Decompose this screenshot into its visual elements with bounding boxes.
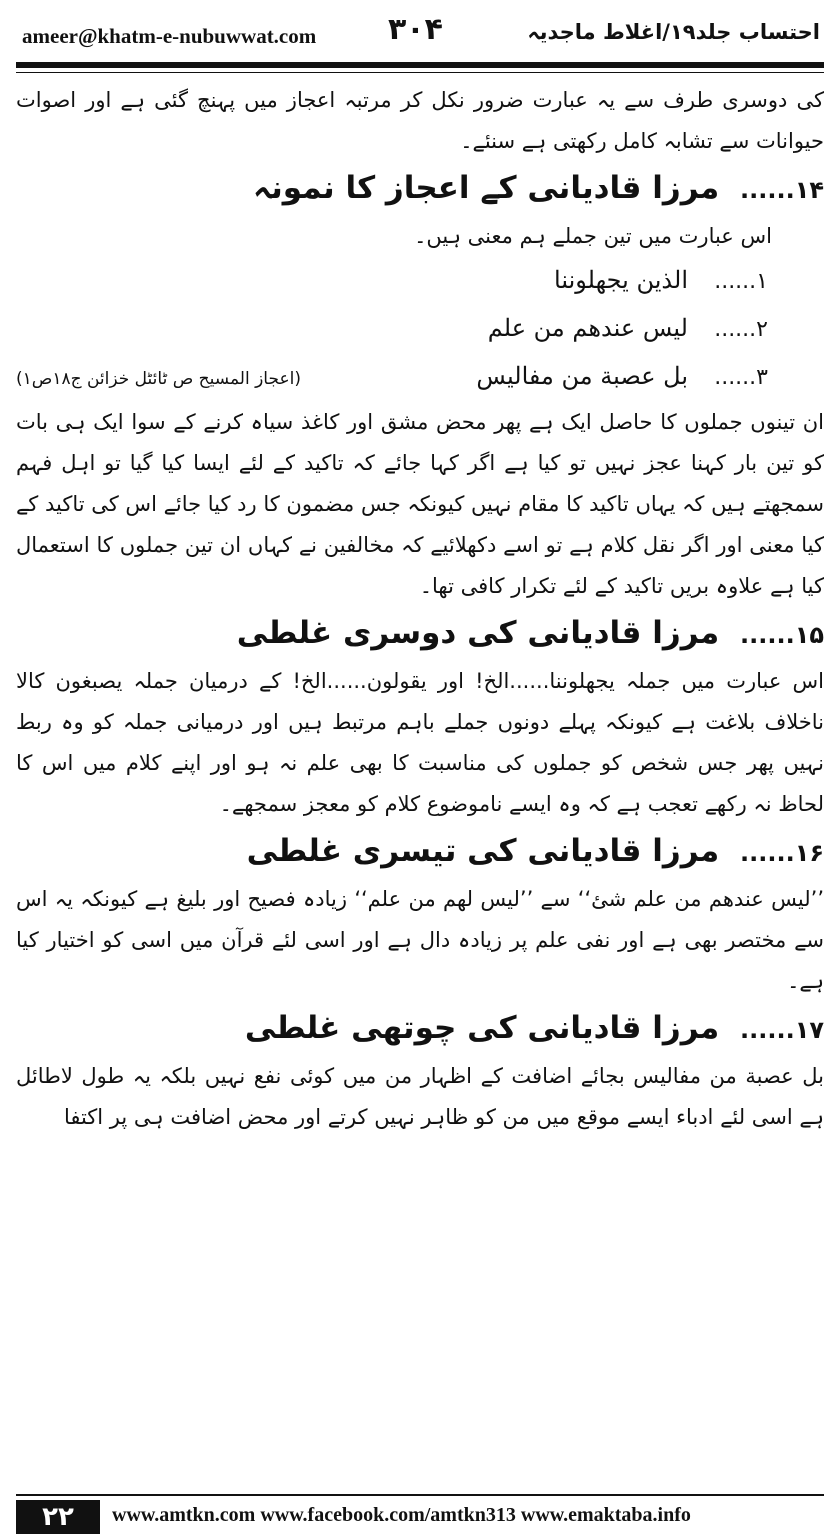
list-item-text: بل عصبة من مفالیس <box>476 362 688 390</box>
section-15-body: اس عبارت میں جملہ یجهلوننا......الخ! اور یقولون......الخ! کے درمیان جملہ یصبغون کالا ناخلاف بلاغت ہے کیونکہ پہلے دونوں جملے باہم مرتبط ہیں اور درمیانی جملہ کو وہ ربط نہیں پھر جس شخص کو جملوں کی مناسبت کا بھی علم نہ ہو اور اپنے کلام میں اس کا لحاظ نہ رکھے تعجب ہے کہ وہ ایسے ناموضوع کلام کو معجز سمجھے۔ <box>16 669 824 816</box>
list-item <box>16 257 824 305</box>
list-item-text: لیس عندهم من علم <box>487 314 688 342</box>
section-17-body: بل عصبة من مفالیس بجائے اضافت کے اظہار من میں کوئی نفع نہیں بلکہ یہ طول لاطائل ہے اسی لئے ادباء ایسے موقع میں من کو ظاہر نہیں کرتے اور محض اضافت ہی پر اکتفا <box>16 1064 824 1129</box>
section-17-number: ۱۷...... <box>740 1016 824 1044</box>
section-16-heading <box>16 825 824 879</box>
intro-paragraph: کی دوسری طرف سے یہ عبارت ضرور نکل کر مرتبہ اعجاز میں پہنچ گئی ہے اور اصوات حیوانات سے تشابہ کامل رکھتی ہے سنئے۔ <box>16 88 824 153</box>
section-16-title: مرزا قادیانی کی تیسری غلطی <box>246 833 720 869</box>
section-14-number: ۱۴...... <box>740 176 824 204</box>
section-15-heading <box>16 607 824 661</box>
section-16-body: ’’لیس عندهم من علم شئ‘‘ سے ’’لیس لهم من علم‘‘ زیادہ فصیح اور بلیغ ہے کیونکہ یہ اس سے مختصر بھی ہے اور نفی علم پر زیادہ دال ہے اور اسی لئے قرآن میں اسی کو اختیار کیا ہے۔ <box>16 887 824 993</box>
header-email: ameer@khatm-e-nubuwwat.com <box>22 24 317 48</box>
list-item-number: ۲...... <box>714 317 768 342</box>
section-15-number: ۱۵...... <box>740 621 824 649</box>
footer-website-links[interactable]: www.amtkn.com www.facebook.com/amtkn313 www.emaktaba.info <box>112 1504 691 1526</box>
page-body <box>16 80 824 1138</box>
header-book-title: احتساب جلد۱۹/اغلاط ماجدیہ <box>527 20 820 44</box>
list-item-text: الذین یجهلوننا <box>554 266 688 294</box>
footer-rule <box>16 1494 824 1496</box>
page-header <box>16 10 824 58</box>
section-14-lead: اس عبارت میں تین جملے ہم معنی ہیں۔ <box>414 224 772 248</box>
section-14-body: ان تینوں جملوں کا حاصل ایک ہے پھر محض مشق اور کاغذ سیاہ کرنے کے سوا ایک ہی بات کو تین بار کہنا عجز نہیں تو کیا ہے اگر کہا جائے کہ تاکید کے لئے ایسا کیا گیا تو اہل فہم سمجھتے ہیں کہ یہاں تاکید کا مقام نہیں کیونکہ جس مضمون کا رد کیا جائے اس کی تاکید کے کیا معنی اور اگر نقل کلام ہے تو اسے دکھلائیے کہ مخالفین نے کہاں ان تین جملوں کا استعمال کیا ہے علاوہ بریں تاکید کے لئے تکرار کافی تھا۔ <box>16 410 824 598</box>
header-thick-rule <box>16 62 824 68</box>
section-14-heading <box>16 162 824 216</box>
list-item-number: ۳...... <box>714 365 768 390</box>
header-page-number: ۳۰۴ <box>388 12 443 47</box>
section-14-title: مرزا قادیانی کے اعجاز کا نمونہ <box>253 170 720 206</box>
section-16-number: ۱۶...... <box>740 839 824 867</box>
section-17-title: مرزا قادیانی کی چوتھی غلطی <box>244 1010 720 1046</box>
footer-page-badge: ۲۲ <box>16 1500 100 1534</box>
section-15-title: مرزا قادیانی کی دوسری غلطی <box>236 615 720 651</box>
section-17-heading <box>16 1002 824 1056</box>
citation-reference: (اعجاز المسیح ص ٹائٹل خزائن ج۱۸ص۱) <box>16 369 301 389</box>
list-item <box>16 305 824 353</box>
page-footer <box>16 1500 824 1534</box>
list-item-number: ۱...... <box>714 269 768 294</box>
header-thin-rule <box>16 72 824 73</box>
list-item <box>16 353 824 402</box>
